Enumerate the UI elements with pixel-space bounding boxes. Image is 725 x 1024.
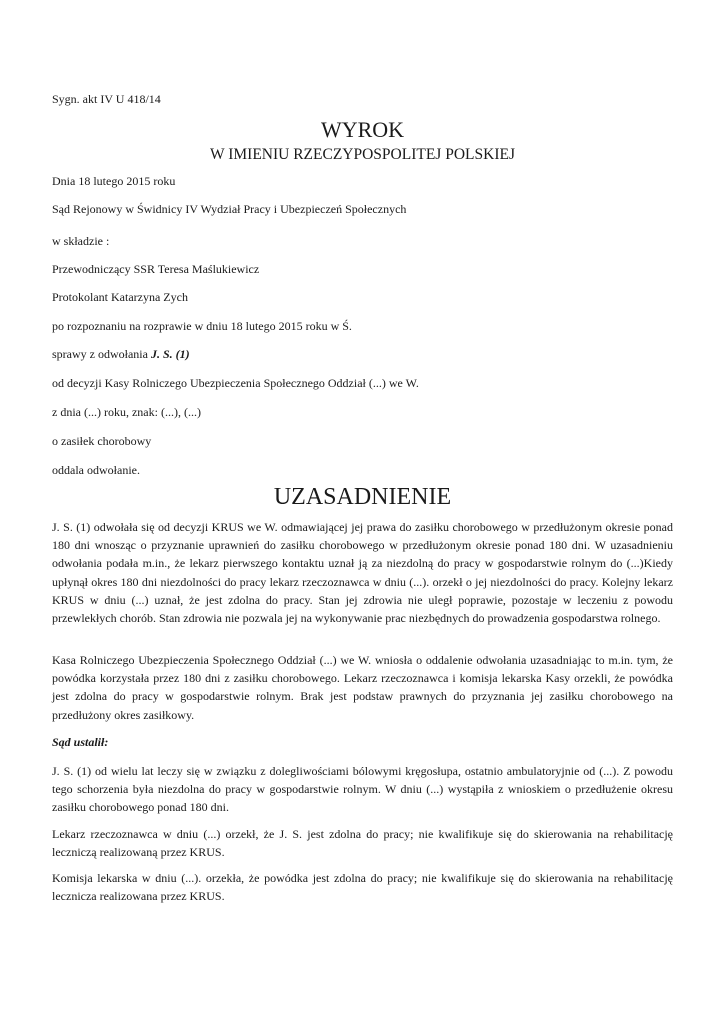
hearing-info: po rozpoznaniu na rozprawie w dniu 18 lutego 2015 roku w Ś.: [52, 319, 352, 333]
case-signature: Sygn. akt IV U 418/14: [52, 92, 161, 106]
presiding-judge: Przewodniczący SSR Teresa Maślukiewicz: [52, 262, 260, 276]
decision-source: od decyzji Kasy Rolniczego Ubezpieczenia Społecznego Oddział (...) we W.: [52, 376, 419, 390]
composition-label: w składzie :: [52, 234, 110, 248]
court-clerk: Protokolant Katarzyna Zych: [52, 290, 188, 304]
document-subtitle: W IMIENIU RZECZYPOSPOLITEJ POLSKIEJ: [210, 146, 515, 163]
case-line: [52, 347, 190, 361]
decision-date: z dnia (...) roku, znak: (...), (...): [52, 405, 201, 419]
case-prefix: sprawy z odwołania: [52, 347, 151, 361]
findings-heading: Sąd ustalił:: [52, 735, 109, 749]
verdict-date: Dnia 18 lutego 2015 roku: [52, 174, 176, 188]
ruling: oddala odwołanie.: [52, 463, 140, 477]
justification-title: UZASADNIENIE: [273, 484, 452, 510]
justification-paragraph-4: Lekarz rzeczoznawca w dniu (...) orzekł, że J. S. jest zdolna do pracy; nie kwalifikuje się do skierowania na rehabilitację leczniczą realizowaną przez KRUS.: [52, 827, 673, 860]
case-party: J. S. (1): [150, 347, 190, 361]
court-name: Sąd Rejonowy w Świdnicy IV Wydział Pracy i Ubezpieczeń Społecznych: [52, 202, 407, 216]
justification-paragraph-3: J. S. (1) od wielu lat leczy się w związku z dolegliwościami bólowymi kręgosłupa, ostatnio ambulatoryjnie od (...). Z powodu tego schorzenia była niezdolna do pracy w gospodarstwie rolnym. W dniu (...) wystąpiła z wnioskiem o przedłużenie okresu zasiłku chorobowego ponad 180 dni.: [52, 764, 673, 815]
document-title: WYROK: [320, 117, 405, 142]
justification-paragraph-1: J. S. (1) odwołała się od decyzji KRUS we W. odmawiającej jej prawa do zasiłku chorobowego w przedłużonym okresie ponad 180 dni wnosząc o przyznanie uprawnień do zasiłku chorobowego w przedłużonym okresie ponad 180 dni. W uzasadnieniu odwołania podała m.in., że lekarz pierwszego kontaktu uznał ją za niezdolną do pracy w gospodarstwie rolnym do (...)Kiedy upłynął okres 180 dni niezdolności do pracy lekarz rzeczoznawca w dniu (...). orzekł o jej niezdolności do pracy. Kolejny lekarz KRUS w dniu (...) uznał, że jest zdolna do pracy. Stan jej zdrowia nie uległ poprawie, pozostaje w leczeniu z powodu przewlekłych chorób. Stan zdrowia nie pozwala jej na wykonywanie prac niezbędnych do prowadzenia gospodarstwa rolnego.: [52, 520, 673, 626]
justification-paragraph-5: Komisja lekarska w dniu (...). orzekła, że powódka jest zdolna do pracy; nie kwalifikuje się do skierowania na rehabilitację lecznicza realizowana przez KRUS.: [52, 871, 673, 904]
justification-paragraph-2: Kasa Rolniczego Ubezpieczenia Społecznego Oddział (...) we W. wniosła o oddalenie odwołania uzasadniając to m.in. tym, że powódka korzystała przez 180 dni z zasiłku chorobowego. Lekarz rzeczoznawca i komisja lekarska Kasy orzekli, że powódka jest zdolna do pracy w gospodarstwie rolnym. Brak jest podstaw prawnych do przyznania jej zasiłku chorobowego na przedłużony okres zasiłkowy.: [52, 653, 673, 722]
case-subject: o zasiłek chorobowy: [52, 434, 152, 448]
